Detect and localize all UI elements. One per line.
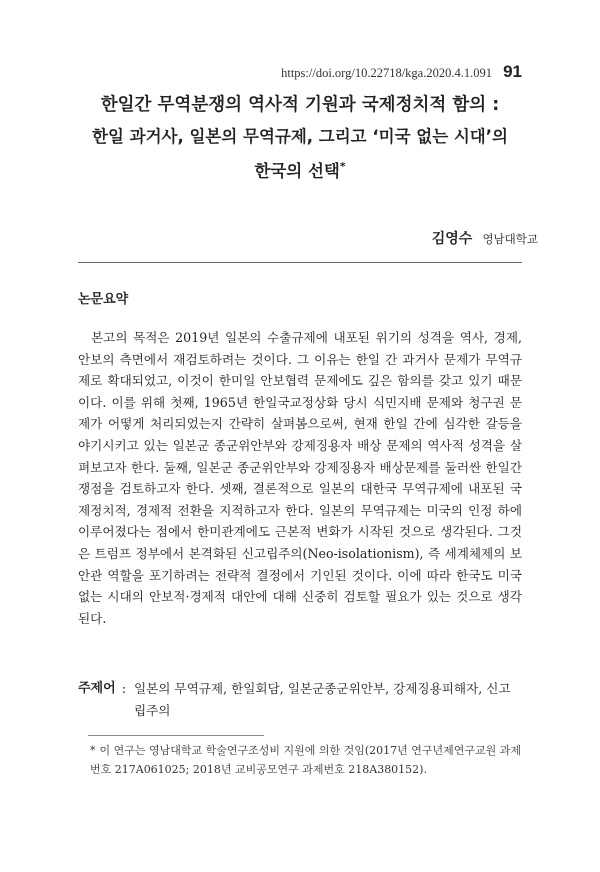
keywords-label: 주제어 [78,681,116,696]
author-name: 김영수 [431,231,473,247]
abstract-heading: 논문요약 [78,292,129,307]
title-line-1: 한일간 무역분쟁의 역사적 기원과 국제정치적 함의 : [100,95,500,115]
author-affiliation: 영남대학교 [482,232,538,246]
footnote [90,741,522,779]
title-divider [78,262,522,263]
author-block [432,228,538,248]
title-line-3 [0,152,600,187]
keywords-text: 일본의 무역규제, 한일회담, 일본군종군위안부, 강제징용피해자, 신고립주의 [133,681,511,718]
footnote-divider [88,735,264,736]
title-line-3-text: 한국의 선택 [254,161,340,181]
footnote-text: 이 연구는 영남대학교 학술연구조성비 지원에 의한 것임(2017년 연구년제연구교원 과제번호 217A061025; 2018년 교비공모연구 과제번호 218A380152). [90,744,522,776]
page-number: 91 [503,62,522,81]
abstract-body: 본고의 목적은 2019년 일본의 수출규제에 내포된 위기의 성격을 역사, 경제, 안보의 측면에서 재검토하려는 것이다. 그 이유는 한일 간 과거사 문제가 무역규제로 확대되었고, 이것이 한미일 안보협력 문제에도 깊은 함의를 갖고 있기 때문이다. 이를 위해 첫째, 1965년 한일국교정상화 당시 식민지배 문제와 청구권 문제가 어떻게 처리되었는지 간략히 살펴봄으로써, 현재 한일 간에 심각한 갈등을 야기시키고 있는 일본군 종군위안부와 강제징용자 배상 문제의 역사적 성격을 살펴보고자 한다. 둘째, 일본군 종군위안부와 강제징용자 배상문제를 둘러싼 한일간 쟁점을 검토하고자 한다. 셋째, 결론적으로 일본의 대한국 무역규제에 내포된 국제정치적, 경제적 전환을 지적하고자 한다. 일본의 무역규제는 미국의 인정 하에 이루어졌다는 점에서 한미관계에도 근본적 변화가 시작된 것으로 생각된다. 그것은 트럼프 정부에서 본격화된 신고립주의(Neo-isolationism), 즉 세계체제의 보안관 역할을 포기하려는 전략적 결정에서 기인된 것이다. 이에 따라 한국도 미국 없는 시대의 안보적·경제적 대안에 대해 신중히 검토할 필요가 있는 것으로 생각된다. [78,330,522,626]
doi-link[interactable]: https://doi.org/10.22718/kga.2020.4.1.091 [281,66,492,80]
running-header [0,62,522,82]
title-line-2: 한일 과거사, 일본의 무역규제, 그리고 ‘미국 없는 시대’의 [92,127,508,146]
keywords-colon: : [121,681,126,696]
title-footnote-mark: * [339,160,346,173]
keywords-block [78,678,522,722]
paper-title [0,88,600,187]
footnote-mark: * [90,744,96,757]
